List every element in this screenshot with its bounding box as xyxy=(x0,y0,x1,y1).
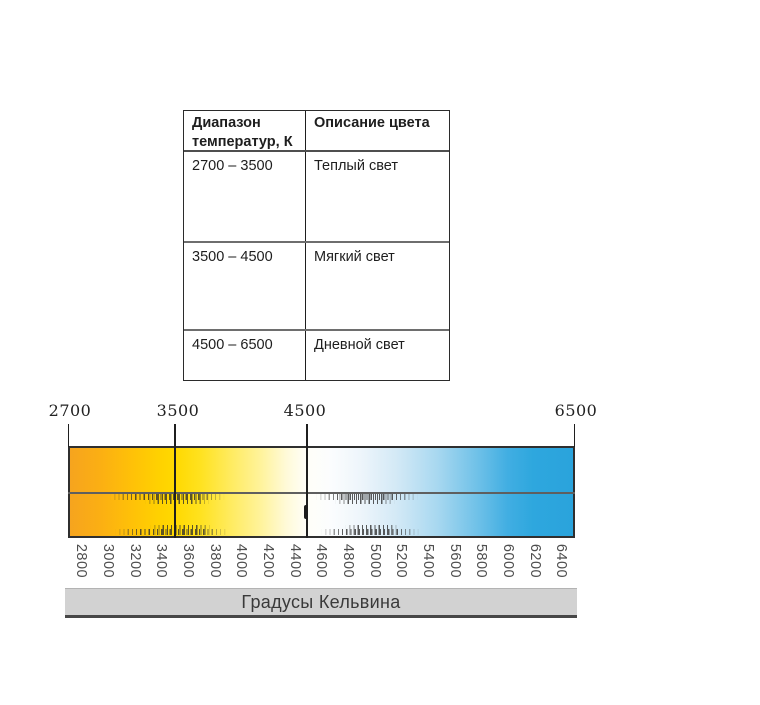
tick-line-4500 xyxy=(306,424,308,538)
minor-tick-label: 3000 xyxy=(100,543,116,579)
minor-tick-label: 2800 xyxy=(73,543,89,579)
minor-tick-label: 3800 xyxy=(207,543,223,579)
tick-mark-4500 xyxy=(304,505,308,519)
minor-tick-label: 3600 xyxy=(180,543,196,579)
minor-tick-label: 5200 xyxy=(393,543,409,579)
minor-tick-label: 5800 xyxy=(473,543,489,579)
range-cell: 4500 – 6500 xyxy=(184,331,306,380)
minor-tick-label: 4400 xyxy=(287,543,303,579)
range-cell: 2700 – 3500 xyxy=(184,152,306,241)
range-cell: 3500 – 4500 xyxy=(184,243,306,329)
major-tick-label: 2700 xyxy=(48,401,92,420)
major-tick-label: 6500 xyxy=(554,401,598,420)
minor-tick-label: 4000 xyxy=(233,543,249,579)
ruler-ticks xyxy=(335,494,395,504)
temperature-table xyxy=(183,110,450,381)
table-header-row xyxy=(184,111,449,152)
minor-tick-label: 6200 xyxy=(527,543,543,579)
minor-tick-label: 6400 xyxy=(553,543,569,579)
minor-tick-label: 3400 xyxy=(153,543,169,579)
description-cell: Дневной свет xyxy=(314,337,405,353)
minor-tick-label: 6000 xyxy=(500,543,516,579)
table-header-range: Диапазон температур, К xyxy=(184,111,306,150)
table-row xyxy=(184,329,449,380)
minor-tick-label: 4800 xyxy=(340,543,356,579)
tick-line-2700 xyxy=(68,424,70,447)
ruler-ticks xyxy=(150,525,212,535)
axis-title: Градусы Кельвина xyxy=(241,591,401,612)
minor-tick-label: 4200 xyxy=(260,543,276,579)
minor-tick-label: 4600 xyxy=(313,543,329,579)
ruler-ticks xyxy=(345,525,400,535)
axis-title-bar xyxy=(65,588,577,618)
description-cell: Теплый свет xyxy=(314,158,398,174)
major-tick-label: 4500 xyxy=(283,401,327,420)
tick-line-3500 xyxy=(174,424,176,538)
minor-tick-label: 5400 xyxy=(420,543,436,579)
table-row xyxy=(184,241,449,329)
ruler-ticks xyxy=(145,494,210,504)
minor-tick-label: 5000 xyxy=(367,543,383,579)
minor-tick-label: 3200 xyxy=(127,543,143,579)
table-row xyxy=(184,152,449,241)
minor-tick-label: 5600 xyxy=(447,543,463,579)
table-header-description: Описание цвета xyxy=(314,115,430,131)
major-tick-label: 3500 xyxy=(156,401,200,420)
description-cell: Мягкий свет xyxy=(314,249,395,265)
tick-line-6500 xyxy=(574,424,576,447)
